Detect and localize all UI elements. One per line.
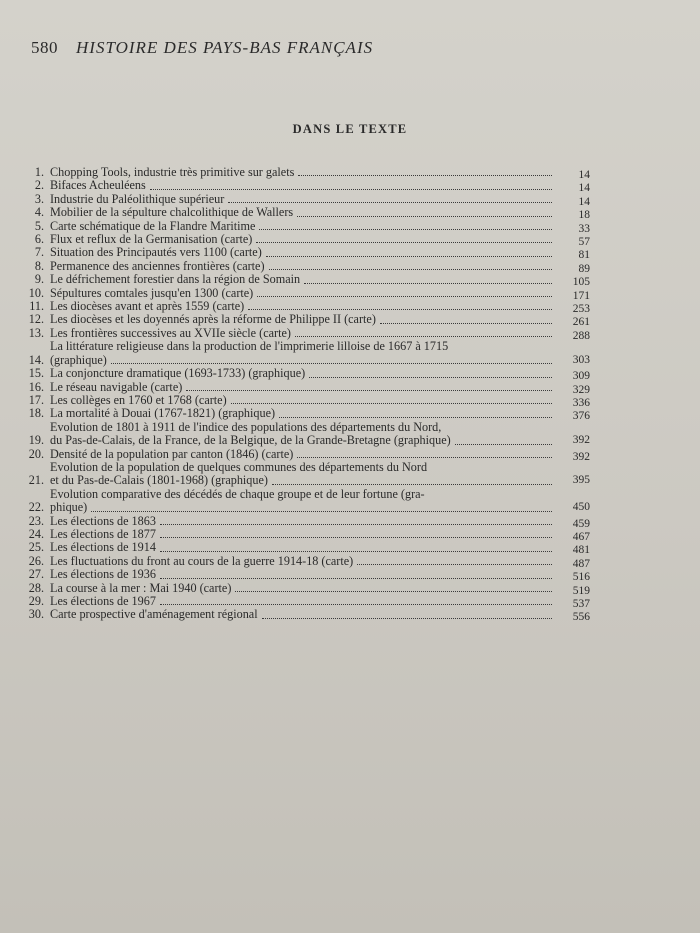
entry-last-line xyxy=(50,474,556,487)
list-item xyxy=(22,178,590,195)
list-item xyxy=(22,232,590,249)
entry-number: 16. xyxy=(28,379,44,394)
entry-number: 2. xyxy=(34,178,44,193)
book-title: HISTOIRE DES PAYS-BAS FRANÇAIS xyxy=(76,38,374,57)
entry-text xyxy=(50,367,556,380)
entry-last-line xyxy=(50,166,556,179)
entry-number: 14. xyxy=(28,352,44,367)
page-ref: 57 xyxy=(578,236,590,249)
entry-title: Les élections de 1914 xyxy=(50,540,156,555)
page-ref: 516 xyxy=(572,571,590,584)
running-head xyxy=(31,38,373,58)
entry-number: 10. xyxy=(28,285,44,300)
entry-line: La littérature religieuse dans la production de l'imprimerie lilloise de 1667 à 1715 xyxy=(50,340,449,354)
list-item xyxy=(22,245,590,262)
dot-leader xyxy=(160,577,552,579)
entry-number: 4. xyxy=(34,205,44,220)
entry-title: Les fluctuations du front au cours de la guerre 1914-18 (carte) xyxy=(50,553,354,568)
dot-leader xyxy=(160,550,552,552)
entry-title: (graphique) xyxy=(50,352,107,367)
page-ref: 537 xyxy=(572,598,590,610)
page-ref: 253 xyxy=(572,303,590,316)
entry-last-line xyxy=(50,327,556,340)
dot-leader xyxy=(279,416,552,418)
dot-leader xyxy=(228,201,552,203)
entry-last-line xyxy=(50,568,556,581)
entry-number: 28. xyxy=(28,580,44,595)
entry-number: 26. xyxy=(28,553,44,568)
entry-last-line xyxy=(50,313,556,326)
entry-last-line xyxy=(50,381,556,394)
page-ref: 467 xyxy=(572,530,590,543)
dot-leader xyxy=(150,188,552,190)
entry-title: Flux et reflux de la Germanisation (carte) xyxy=(50,232,253,247)
list-item xyxy=(22,448,590,461)
entry-number: 6. xyxy=(34,232,44,247)
list-item xyxy=(22,340,590,367)
dot-leader xyxy=(259,228,552,230)
entry-last-line xyxy=(50,246,556,259)
entry-last-line xyxy=(50,582,556,595)
section-title: DANS LE TEXTE xyxy=(292,122,408,136)
dot-leader xyxy=(269,268,552,270)
page-ref: 89 xyxy=(578,262,590,275)
list-item xyxy=(22,555,590,568)
page-ref: 459 xyxy=(572,517,590,530)
dot-leader xyxy=(160,523,552,525)
entry-last-line xyxy=(50,193,556,206)
list-item xyxy=(22,220,590,233)
entry-title: Mobilier de la sépulture chalcolithique de Wallers xyxy=(50,205,294,220)
entry-last-line xyxy=(50,541,556,554)
entry-title: Les collèges en 1760 et 1768 (carte) xyxy=(50,392,227,407)
entry-number: 25. xyxy=(28,540,44,555)
entry-text xyxy=(50,407,556,420)
entry-title: Le défrichement forestier dans la région de Somain xyxy=(50,272,301,287)
entry-title: Les élections de 1967 xyxy=(50,594,156,608)
dot-leader xyxy=(297,456,552,458)
entry-text xyxy=(50,233,556,246)
list-item xyxy=(22,272,590,289)
dot-leader xyxy=(248,308,552,310)
entry-last-line xyxy=(50,273,556,286)
page-ref: 171 xyxy=(572,289,590,302)
page-ref: 105 xyxy=(572,276,590,289)
entry-title: Les élections de 1863 xyxy=(50,513,156,528)
page-ref: 450 xyxy=(572,501,590,514)
entry-number: 7. xyxy=(34,245,44,260)
entry-last-line xyxy=(50,220,556,233)
dot-leader xyxy=(272,483,552,485)
list-item xyxy=(22,299,590,316)
entry-last-line xyxy=(50,233,556,246)
entry-title: Les diocèses avant et après 1559 (carte) xyxy=(50,299,245,314)
dot-leader xyxy=(357,563,552,565)
dot-leader xyxy=(186,389,552,391)
entry-text xyxy=(50,528,556,541)
entry-text xyxy=(50,206,556,219)
page-ref: 14 xyxy=(578,169,590,181)
page-ref: 33 xyxy=(578,222,590,235)
entry-text xyxy=(50,166,556,179)
page-ref: 376 xyxy=(572,410,590,423)
entry-text xyxy=(50,340,556,367)
dot-leader xyxy=(262,617,552,619)
entry-last-line xyxy=(50,354,556,367)
page-ref: 303 xyxy=(572,353,590,366)
entry-number: 19. xyxy=(28,433,44,448)
list-item xyxy=(22,260,590,273)
list-item xyxy=(22,366,590,383)
dot-leader xyxy=(111,362,552,364)
entry-text xyxy=(50,488,556,515)
entry-last-line xyxy=(50,608,556,621)
page-number: 580 xyxy=(31,38,58,57)
dot-leader xyxy=(455,443,552,445)
page-ref: 18 xyxy=(578,209,590,222)
list-item xyxy=(22,312,590,329)
list-item xyxy=(22,327,590,340)
entry-text xyxy=(50,193,556,206)
page-ref: 392 xyxy=(572,434,590,447)
entry-line: Evolution comparative des décédés de chaque groupe et de leur fortune (gra- xyxy=(50,487,425,501)
entry-number: 11. xyxy=(29,299,44,314)
entry-title: La course à la mer : Mai 1940 (carte) xyxy=(50,580,232,595)
list-item xyxy=(22,421,590,448)
dot-leader xyxy=(160,603,552,605)
page-ref: 81 xyxy=(578,249,590,262)
entry-title: Carte schématique de la Flandre Maritime xyxy=(50,218,256,233)
list-item xyxy=(22,528,590,541)
entry-text xyxy=(50,421,556,448)
entry-title: Chopping Tools, industrie très primitive sur galets xyxy=(50,165,295,179)
entry-number: 20. xyxy=(28,446,44,461)
page-ref: 261 xyxy=(572,316,590,329)
list-item xyxy=(22,287,590,300)
entry-text xyxy=(50,608,556,621)
entry-title: Les diocèses et les doyennés après la réforme de Philippe II (carte) xyxy=(50,312,376,327)
entry-title: La mortalité à Douai (1767-1821) (graphique) xyxy=(50,406,276,421)
entry-text xyxy=(50,448,556,461)
entry-text xyxy=(50,260,556,273)
list-item xyxy=(22,488,590,515)
entry-number: 29. xyxy=(28,594,44,608)
entry-number: 1. xyxy=(34,165,44,179)
entry-number: 30. xyxy=(28,607,44,622)
list-item xyxy=(22,567,590,584)
entry-number: 9. xyxy=(34,272,44,287)
entry-number: 8. xyxy=(34,258,44,273)
entry-text xyxy=(50,461,556,488)
entry-last-line xyxy=(50,367,556,380)
entry-number: 22. xyxy=(28,500,44,515)
entry-text xyxy=(50,327,556,340)
entry-last-line xyxy=(50,448,556,461)
page-ref: 336 xyxy=(572,396,590,409)
list-item xyxy=(22,406,590,423)
entry-title: Les frontières successives au XVIIe siècle (carte) xyxy=(50,325,291,340)
entry-last-line xyxy=(50,595,556,608)
entry-line: Evolution de la population de quelques communes des départements du Nord xyxy=(50,460,428,474)
entry-last-line xyxy=(50,300,556,313)
entry-title: Bifaces Acheuléens xyxy=(50,178,146,193)
entry-title: Densité de la population par canton (1846) (carte) xyxy=(50,446,294,461)
entry-text xyxy=(50,582,556,595)
entry-number: 15. xyxy=(28,366,44,381)
entry-text xyxy=(50,394,556,407)
entry-title: du Pas-de-Calais, de la France, de la Belgique, de la Grande-Bretagne (graphique) xyxy=(50,433,451,448)
figure-list xyxy=(22,166,590,622)
list-item xyxy=(22,540,590,557)
list-item xyxy=(22,394,590,407)
dot-leader xyxy=(231,402,552,404)
entry-last-line xyxy=(50,179,556,192)
entry-text xyxy=(50,555,556,568)
list-item xyxy=(22,582,590,595)
entry-last-line xyxy=(50,260,556,273)
entry-text xyxy=(50,179,556,192)
entry-title: Permanence des anciennes frontières (carte) xyxy=(50,258,265,273)
list-item xyxy=(22,595,590,608)
entry-number: 23. xyxy=(28,513,44,528)
list-item xyxy=(22,607,590,624)
page-ref: 392 xyxy=(572,450,590,463)
entry-last-line xyxy=(50,394,556,407)
entry-last-line xyxy=(50,501,556,514)
page-ref: 481 xyxy=(572,544,590,557)
page-ref: 14 xyxy=(578,182,590,195)
entry-last-line xyxy=(50,434,556,447)
entry-text xyxy=(50,381,556,394)
dot-leader xyxy=(235,590,552,592)
entry-text xyxy=(50,595,556,608)
entry-last-line xyxy=(50,515,556,528)
entry-title: Sépultures comtales jusqu'en 1300 (carte) xyxy=(50,285,254,300)
dot-leader xyxy=(380,322,552,324)
entry-text xyxy=(50,313,556,326)
entry-number: 18. xyxy=(28,406,44,421)
page-ref: 329 xyxy=(572,383,590,396)
entry-text xyxy=(50,287,556,300)
entry-text xyxy=(50,220,556,233)
dot-leader xyxy=(257,295,552,297)
entry-last-line xyxy=(50,555,556,568)
entry-number: 17. xyxy=(28,392,44,407)
entry-number: 27. xyxy=(28,567,44,582)
page-ref: 487 xyxy=(572,557,590,570)
entry-title: Les élections de 1877 xyxy=(50,526,156,541)
page-ref: 519 xyxy=(572,584,590,597)
entry-last-line xyxy=(50,287,556,300)
list-item xyxy=(22,193,590,206)
page-ref: 309 xyxy=(572,370,590,383)
entry-title: Le réseau navigable (carte) xyxy=(50,379,183,394)
entry-title: et du Pas-de-Calais (1801-1968) (graphique) xyxy=(50,473,268,488)
entry-title: Situation des Principautés vers 1100 (carte) xyxy=(50,245,262,260)
entry-title: phique) xyxy=(50,500,88,515)
entry-number: 24. xyxy=(28,526,44,541)
entry-text xyxy=(50,300,556,313)
entry-number: 3. xyxy=(34,191,44,206)
page-ref: 288 xyxy=(572,329,590,342)
list-item xyxy=(22,515,590,528)
entry-number: 5. xyxy=(34,218,44,233)
dot-leader xyxy=(304,282,552,284)
entry-last-line xyxy=(50,407,556,420)
entry-title: Industrie du Paléolithique supérieur xyxy=(50,191,225,206)
dot-leader xyxy=(309,376,552,378)
entry-text xyxy=(50,541,556,554)
page-ref: 14 xyxy=(578,195,590,208)
dot-leader xyxy=(266,255,552,257)
entry-number: 12. xyxy=(28,312,44,327)
entry-last-line xyxy=(50,206,556,219)
list-item xyxy=(22,166,590,179)
entry-title: La conjoncture dramatique (1693-1733) (graphique) xyxy=(50,366,306,381)
page-ref: 395 xyxy=(572,474,590,487)
entry-text xyxy=(50,273,556,286)
dot-leader xyxy=(160,536,552,538)
dot-leader xyxy=(91,510,552,512)
list-item xyxy=(22,461,590,488)
dot-leader xyxy=(298,174,552,176)
entry-title: Carte prospective d'aménagement régional xyxy=(50,607,258,622)
entry-text xyxy=(50,568,556,581)
list-item xyxy=(22,205,590,222)
entry-text xyxy=(50,246,556,259)
entry-number: 21. xyxy=(28,473,44,488)
entry-text xyxy=(50,515,556,528)
entry-title: Les élections de 1936 xyxy=(50,567,156,582)
entry-line: Evolution de 1801 à 1911 de l'indice des populations des départements du Nord, xyxy=(50,420,442,434)
entry-last-line xyxy=(50,528,556,541)
page-ref: 556 xyxy=(572,611,590,624)
dot-leader xyxy=(256,241,552,243)
list-item xyxy=(22,381,590,394)
dot-leader xyxy=(295,335,552,337)
entry-number: 13. xyxy=(28,325,44,340)
dot-leader xyxy=(297,215,552,217)
